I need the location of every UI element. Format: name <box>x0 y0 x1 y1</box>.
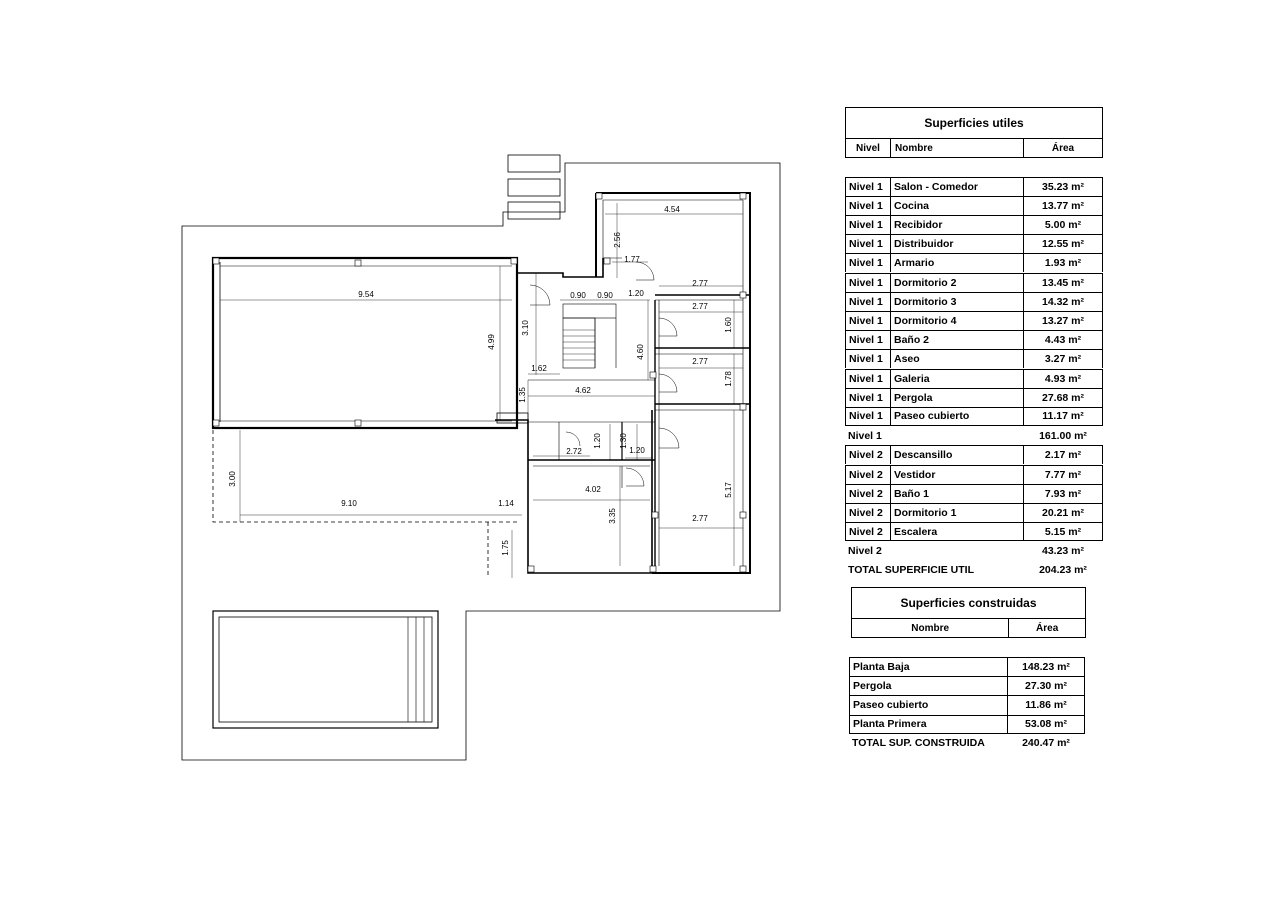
header-name: Nombre <box>852 619 1009 637</box>
total-row <box>849 734 1085 753</box>
cell-name: Baño 2 <box>890 330 1023 349</box>
door-swing <box>626 468 644 486</box>
table-row <box>845 349 1103 368</box>
dimension-label: 9.10 <box>341 499 357 508</box>
cell-level: Nivel 1 <box>845 196 890 215</box>
cell-level: Nivel 1 <box>845 292 890 311</box>
cell-name: Recibidor <box>890 215 1023 234</box>
cell-area: 11.86 m² <box>1007 695 1085 714</box>
cell-name: Descansillo <box>890 445 1023 464</box>
dimension-label: 4.54 <box>664 205 680 214</box>
table-row <box>845 445 1103 464</box>
table-row <box>845 311 1103 330</box>
cell-name: Aseo <box>890 349 1023 368</box>
cell-level: Nivel 2 <box>845 445 890 464</box>
dimension-label: 1.14 <box>498 499 514 508</box>
cell-level: Nivel 1 <box>845 369 890 388</box>
cell-area: 43.23 m² <box>1041 544 1085 557</box>
cell-name: Paseo cubierto <box>890 407 1023 426</box>
cell-area: 148.23 m² <box>1007 657 1085 676</box>
cell-level: Nivel 1 <box>845 349 890 368</box>
cell-name: Dormitorio 4 <box>890 311 1023 330</box>
cell-area: 4.43 m² <box>1023 330 1103 349</box>
cell-area: 3.27 m² <box>1023 349 1103 368</box>
table-row <box>845 522 1103 541</box>
dimension-label: 2.77 <box>692 279 708 288</box>
cell-area: 7.77 m² <box>1023 465 1103 484</box>
dimension-label: 1.60 <box>724 317 733 333</box>
dimension-label: 5.17 <box>724 482 733 498</box>
cell-level: Nivel 1 <box>848 429 882 442</box>
terrace-outline <box>182 163 780 760</box>
dimension-label: 4.62 <box>575 386 591 395</box>
table-row <box>845 215 1103 234</box>
cell-name: Dormitorio 3 <box>890 292 1023 311</box>
total-area: 240.47 m² <box>1022 737 1070 750</box>
cell-name: Paseo cubierto <box>849 695 1007 714</box>
dimension-label: 4.02 <box>585 485 601 494</box>
cell-area: 7.93 m² <box>1023 484 1103 503</box>
step-box <box>508 202 560 219</box>
door-swing <box>530 285 550 305</box>
cell-area: 2.17 m² <box>1023 445 1103 464</box>
total-row <box>845 561 1103 580</box>
table-row <box>845 503 1103 522</box>
cell-name: Planta Baja <box>849 657 1007 676</box>
cell-level: Nivel 1 <box>845 311 890 330</box>
cell-name: Distribuidor <box>890 234 1023 253</box>
subtotal-row <box>845 541 1103 560</box>
cell-level: Nivel 1 <box>845 215 890 234</box>
table-row <box>845 273 1103 292</box>
cell-area: 4.93 m² <box>1023 369 1103 388</box>
cell-area: 20.21 m² <box>1023 503 1103 522</box>
dimension-label: 1.78 <box>724 371 733 387</box>
cell-area: 161.00 m² <box>1039 429 1087 442</box>
cell-level: Nivel 2 <box>845 503 890 522</box>
door-swing <box>659 318 677 336</box>
table-row <box>845 388 1103 407</box>
dimension-label: 4.60 <box>636 344 645 360</box>
door-swing <box>566 432 580 446</box>
cell-area: 14.32 m² <box>1023 292 1103 311</box>
dimension-label: 1.30 <box>619 433 628 449</box>
cell-level: Nivel 1 <box>845 253 890 272</box>
table-row <box>845 465 1103 484</box>
cell-level: Nivel 1 <box>845 234 890 253</box>
step-box <box>508 155 560 172</box>
table-row <box>849 695 1085 714</box>
dimension-label: 9.54 <box>358 290 374 299</box>
cell-level: Nivel 2 <box>845 465 890 484</box>
dimension-label: 3.35 <box>608 508 617 524</box>
subtotal-row <box>845 426 1103 445</box>
table-row <box>845 292 1103 311</box>
cell-area: 13.27 m² <box>1023 311 1103 330</box>
dimension-label: 1.75 <box>501 540 510 556</box>
step-box <box>508 179 560 196</box>
cell-name: Salon - Comedor <box>890 177 1023 196</box>
total-label: TOTAL SUPERFICIE UTIL <box>848 564 975 577</box>
useful-area-title: Superficies utiles <box>845 107 1103 139</box>
dimension-label: 1.35 <box>518 387 527 403</box>
table-row <box>845 330 1103 349</box>
table-row <box>849 657 1085 676</box>
dimension-label: 2.56 <box>613 232 622 248</box>
dimension-label: 2.77 <box>692 302 708 311</box>
dimension-label: 2.72 <box>566 447 582 456</box>
dimension-label: 1.77 <box>624 255 640 264</box>
cell-name <box>890 426 1023 445</box>
salon-comedor-room <box>213 258 517 428</box>
dimension-label: 1.20 <box>628 289 644 298</box>
cell-name: Vestidor <box>890 465 1023 484</box>
staircase <box>563 318 595 368</box>
cell-name: Baño 1 <box>890 484 1023 503</box>
cell-name: Pergola <box>890 388 1023 407</box>
header-area: Área <box>1051 142 1075 154</box>
useful-area-header <box>845 138 1103 158</box>
cell-name: Pergola <box>849 676 1007 695</box>
cell-area: 5.00 m² <box>1023 215 1103 234</box>
table-row <box>845 369 1103 388</box>
paseo-cubierto-outline <box>213 430 520 522</box>
dimension-label: 2.77 <box>692 514 708 523</box>
cell-area: 35.23 m² <box>1023 177 1103 196</box>
cell-level: Nivel 1 <box>845 388 890 407</box>
cell-level: Nivel 1 <box>845 407 890 426</box>
dimension-label: 4.99 <box>487 334 496 350</box>
cell-area: 27.68 m² <box>1023 388 1103 407</box>
cell-level: Nivel 1 <box>845 330 890 349</box>
table-row <box>845 234 1103 253</box>
header-name: Nombre <box>891 139 1024 157</box>
header-level: Nivel <box>846 139 891 157</box>
built-area-header <box>851 618 1086 638</box>
cell-level: Nivel 1 <box>845 273 890 292</box>
dimension-label: 1.20 <box>593 433 602 449</box>
cell-name: Dormitorio 1 <box>890 503 1023 522</box>
dimension-label: 2.77 <box>692 357 708 366</box>
cell-name: Planta Primera <box>849 715 1007 734</box>
cell-area: 53.08 m² <box>1007 715 1085 734</box>
cell-level: Nivel 1 <box>845 177 890 196</box>
door-swing <box>636 262 654 280</box>
table-row <box>845 253 1103 272</box>
dimension-label: 0.90 <box>597 291 613 300</box>
table-row <box>845 177 1103 196</box>
cell-name: Escalera <box>890 522 1023 541</box>
header-area: Área <box>1036 622 1059 634</box>
door-swing <box>659 428 679 448</box>
cell-level: Nivel 2 <box>845 522 890 541</box>
dimension-label: 1.62 <box>531 364 547 373</box>
built-area-title: Superficies construidas <box>851 587 1086 619</box>
door-swing <box>659 374 677 392</box>
cell-level: Nivel 2 <box>848 544 882 557</box>
table-row <box>845 407 1103 426</box>
table-row <box>845 196 1103 215</box>
cell-area: 13.77 m² <box>1023 196 1103 215</box>
cell-name: Armario <box>890 253 1023 272</box>
table-row <box>849 715 1085 734</box>
cell-name: Galeria <box>890 369 1023 388</box>
swimming-pool <box>213 611 438 728</box>
cell-name <box>890 541 1023 560</box>
total-area: 204.23 m² <box>1039 564 1087 577</box>
cell-name: Cocina <box>890 196 1023 215</box>
cell-area: 27.30 m² <box>1007 676 1085 695</box>
table-row <box>845 484 1103 503</box>
dimension-label: 3.00 <box>228 471 237 487</box>
dimension-label: 1.20 <box>629 446 645 455</box>
cell-area: 5.15 m² <box>1023 522 1103 541</box>
cell-name: Dormitorio 2 <box>890 273 1023 292</box>
total-label: TOTAL SUP. CONSTRUIDA <box>852 737 985 750</box>
cell-area: 11.17 m² <box>1023 407 1103 426</box>
dimension-label: 0.90 <box>570 291 586 300</box>
cell-level: Nivel 2 <box>845 484 890 503</box>
cell-area: 1.93 m² <box>1023 253 1103 272</box>
dimension-label: 3.10 <box>521 320 530 336</box>
table-row <box>849 676 1085 695</box>
cell-area: 12.55 m² <box>1023 234 1103 253</box>
cell-area: 13.45 m² <box>1023 273 1103 292</box>
